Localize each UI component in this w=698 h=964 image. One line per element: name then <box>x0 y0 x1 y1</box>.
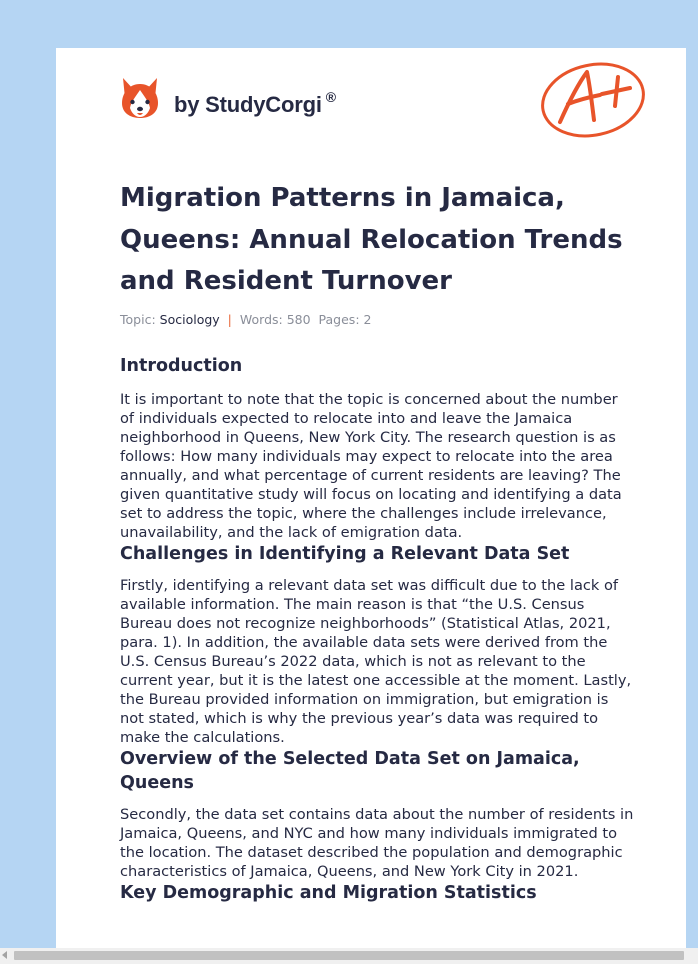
document-page <box>56 48 686 950</box>
document-body <box>120 354 634 915</box>
grade-a-plus-stamp <box>538 60 648 140</box>
section-paragraph: Secondly, the data set contains data about the number of residents in Jamaica, Queens, and NYC and how many individuals immigrated to the location. The dataset described the population and demographic characteristics of Jamaica, Queens, and New York City in 2021. <box>120 806 634 880</box>
section-heading: Challenges in Identifying a Relevant Data Set <box>120 544 570 564</box>
section-heading: Key Demographic and Migration Statistics <box>120 883 537 903</box>
scrollbar-thumb[interactable] <box>14 951 684 960</box>
pages-label: Pages: <box>318 312 360 327</box>
document-meta <box>120 312 371 327</box>
corgi-icon <box>120 76 160 120</box>
document-title: Migration Patterns in Jamaica, Queens: Annual Relocation Trends and Resident Turnover <box>120 183 623 296</box>
studycorgi-logo[interactable] <box>120 76 336 120</box>
topic-label: Topic: <box>120 312 156 327</box>
logo-text: by StudyCorgi ® <box>174 88 336 117</box>
section-heading: Overview of the Selected Data Set on Jamaica, Queens <box>120 749 580 793</box>
pages-count: 2 <box>363 312 372 327</box>
section-paragraph: It is important to note that the topic is concerned about the number of individuals expected to relocate into and leave the Jamaica neighborhood in Queens, New York City. The research question is as follows: How many individuals may expect to relocate into the area annually, and what percentage of current residents are leaving? The given quantitative study will focus on locating and identifying a data set to address the topic, where the challenges include irrelevance, unavailability, and the lack of emigration data. <box>120 391 622 541</box>
words-count: 580 <box>286 312 311 327</box>
topic-link[interactable]: Sociology <box>159 312 220 327</box>
horizontal-scrollbar[interactable] <box>0 948 698 964</box>
meta-separator: | <box>227 312 232 327</box>
section-heading: Introduction <box>120 356 243 376</box>
section-paragraph: Firstly, identifying a relevant data set was difficult due to the lack of available information. The main reason is that “the U.S. Census Bureau does not recognize neighborhoods” (Statistical Atlas, 2021, para. 1). In addition, the available data sets were derived from the U.S. Census Bureau’s 2022 data, which is not as relevant to the current year, but it is the latest one accessible at the moment. Lastly, the Bureau provided information on immigration, but emigration is not stated, which is why the previous year’s data was required to make the calculations. <box>120 577 632 746</box>
scroll-left-arrow-icon[interactable] <box>2 951 7 959</box>
words-label: Words: <box>239 312 283 327</box>
